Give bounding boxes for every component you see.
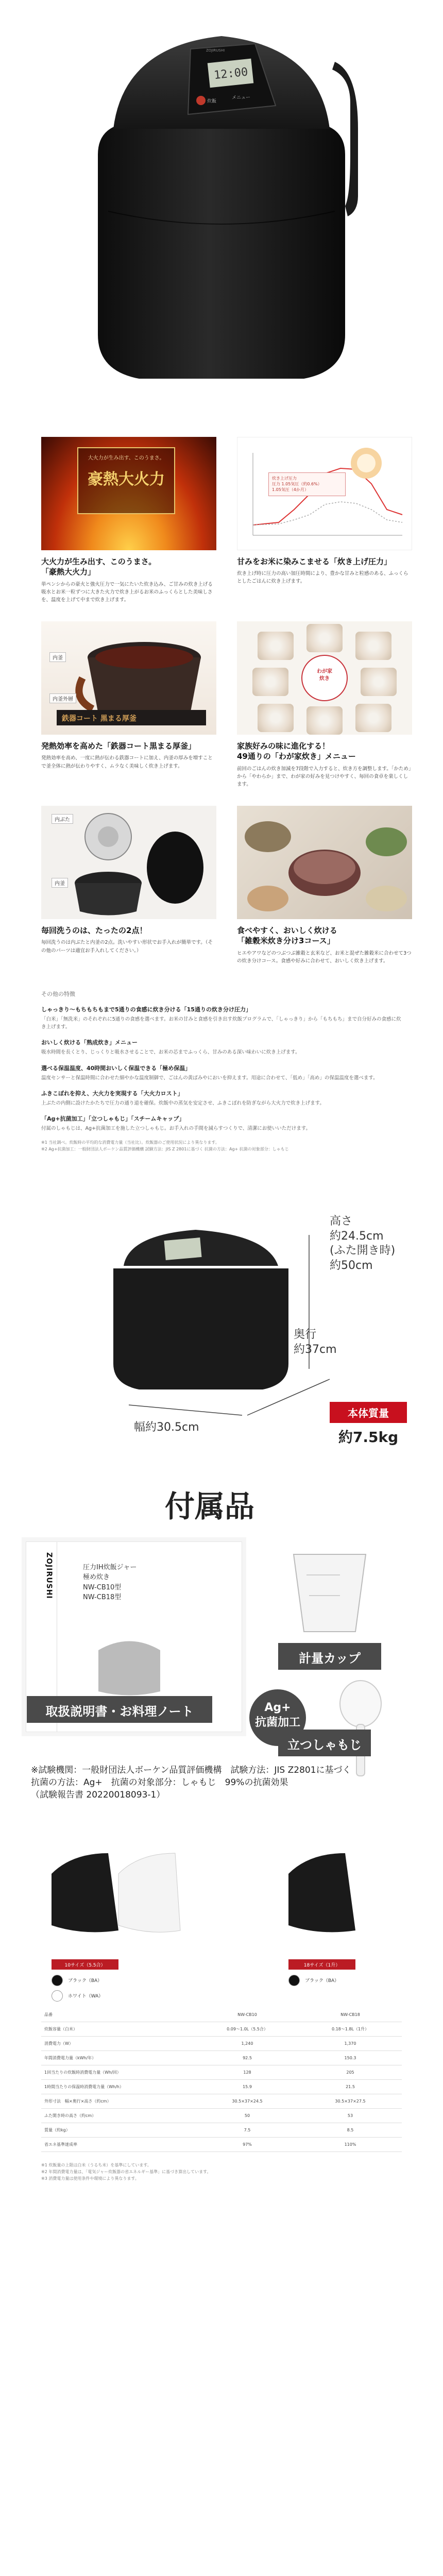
spec-cell: ふた開き時の高さ（約cm） [41, 2109, 196, 2123]
accessories-section [0, 1462, 443, 1833]
table-row [41, 2123, 402, 2138]
table-row [41, 2022, 402, 2037]
spec-cell: 21.5 [299, 2080, 402, 2094]
menu-grid-image [237, 621, 412, 735]
inner-lid-label: 内ぶた [52, 814, 73, 824]
panel-label-cook: 炊飯 [207, 99, 217, 104]
spec-cell: 0.09〜1.0L（5.5合） [196, 2022, 299, 2037]
spec-cell: 30.5×37×27.5 [299, 2094, 402, 2109]
note-item [41, 1089, 402, 1107]
rice-bowl-image [306, 706, 343, 735]
pressure-graph-image [237, 437, 412, 550]
table-row [41, 2080, 402, 2094]
note-title: おいしく炊ける「熟成炊き」メニュー [41, 1039, 138, 1046]
table-row [41, 2138, 402, 2152]
manual-tag: 取扱説明書・お料理ノート [27, 1696, 212, 1723]
spec-notes: ※1 炊飯量の上限は白米（うるち米）を基準にしています。 ※2 年間消費電力量は、「電気ジャー炊飯器の省エネルギー基準」に基づき算出しています。 ※3 消費電力量は使用条件や環境により異なります。 [41, 2163, 211, 2181]
spec-cell: 品番 [41, 2008, 196, 2022]
spec-cell: 外形寸法 幅×奥行×高さ（約cm） [41, 2094, 196, 2109]
notes-heading: その他の特徴 [41, 991, 75, 997]
note-title: 「Ag+抗菌加工」「立つしゃもじ」「スチームキャップ」 [41, 1115, 185, 1122]
fire-image [41, 437, 216, 550]
inner-pot-image [41, 621, 216, 735]
swatch-black [52, 1975, 102, 1986]
spec-cell: 年間消費電力量（kWh/年） [41, 2051, 196, 2065]
feature-grains [237, 806, 412, 965]
feature-body: 発熱効率を高め、一度に熱が伝わる鉄器コートに加え、内釜の厚みを増すことで釜全体に熱が伝わりやすく、ムラなく美味しく炊き上げます。 [41, 755, 213, 769]
weight-label: 本体質量 [330, 1402, 407, 1423]
parts-image [41, 806, 216, 919]
measuring-cup-tag: 計量カップ [278, 1643, 381, 1670]
note-body: 上ぶたの内側に設けたかたちで圧力の通り道を確保。炊飯中の蒸気を安定させ、ふきこぼれを防ぎながら大火力で炊き上げます。 [41, 1100, 325, 1106]
rice-bowl-image [258, 632, 294, 660]
spec-cell: 53 [299, 2109, 402, 2123]
spec-cell: 205 [299, 2065, 402, 2080]
feature-title: 甘みをお米に染みこませる「炊き上げ圧力」 [237, 557, 392, 566]
depth-dimension: 奥行 約37cm [294, 1328, 337, 1356]
swatch-black-18 [288, 1975, 339, 1986]
accessories-title: 付属品 [165, 1488, 255, 1524]
feature-grid [0, 412, 443, 965]
swatch-label: ブラック（BA） [305, 1978, 339, 1984]
table-row [41, 2109, 402, 2123]
accessories-note: ※試験機関：一般財団法人ボーケン品質評価機構 試験方法：JIS Z2801に基づく 抗菌の方法：Ag+ 抗菌の対象部分：しゃもじ 99%の抗菌効果 （試験報告書 20220018093-1） [31, 1765, 351, 1800]
rice-bowl-image [306, 624, 343, 652]
width-dimension: 幅約30.5cm [134, 1420, 199, 1434]
spec-cell: 省エネ基準達成率 [41, 2138, 196, 2152]
color-swatch [52, 1975, 63, 1986]
spec-cell: 1時間当たりの保温時消費電力量（Wh/h） [41, 2080, 196, 2094]
menu-center-badge: わが家 炊き [301, 655, 348, 701]
feature-body: 毎回洗うのは内ぶたと内釜の2点。洗いやすい形状でお手入れが簡単です。（その他のパーツは適宜お手入れしてください。） [41, 940, 213, 954]
spec-cell: 128 [196, 2065, 299, 2080]
feature-pressure [237, 437, 412, 604]
spec-cell: 15.9 [196, 2080, 299, 2094]
table-row [41, 2037, 402, 2051]
weight-value: 約7.5kg [338, 1428, 399, 1446]
rice-bowl-image [355, 704, 391, 732]
color-variants [0, 1833, 443, 2008]
note-title: ふきこぼれを抑え、大火力を実現する「大火力ロスト」 [41, 1090, 183, 1097]
feature-title: 食べやすく、おいしく炊ける 「雑穀米炊き分け3コース」 [237, 926, 337, 946]
fire-overlay-title: 豪熱大火力 [88, 470, 165, 488]
feature-fire [41, 437, 216, 604]
height-dimension: 高さ 約24.5cm (ふた開き時) 約50cm [330, 1214, 396, 1272]
note-body: 温度センサーと保温時間に合わせた細やかな温度制御で、ごはんの黄ばみやにおいを抑えます。用途に合わせて、「低め」「高め」の保温温度を選べます。 [41, 1075, 378, 1081]
spec-cell: 97% [196, 2138, 299, 2152]
note-body: 「白米」「無洗米」のそれぞれに5通りの食感を選べます。お米の甘みと食感を引き出す炊飯プログラムで、「しゃっきり」から「もちもち」まで自分好みの食感に炊き上げます。 [41, 1016, 401, 1030]
rice-bowl-image [355, 632, 391, 660]
feature-title: 家族好みの味に進化する！ 49通りの「わが家炊き」メニュー [237, 741, 356, 761]
spec-cell: 炊飯容量（白米） [41, 2022, 196, 2037]
spec-cell: 質量（約kg） [41, 2123, 196, 2138]
feature-body: 炊き上げ時に圧力の高い加圧時間により、豊かな甘みと粒感のある、ふっくらとしたごはんに炊き上げます。 [237, 571, 408, 585]
color-variants-image [0, 1838, 443, 1961]
rice-bowl-image [258, 704, 294, 732]
note-item [41, 1114, 402, 1132]
table-row [41, 2065, 402, 2080]
spec-cell: 8.5 [299, 2123, 402, 2138]
manual-brand: ZOJIRUSHI [45, 1552, 53, 1599]
dimensions-section [0, 1173, 443, 1462]
spec-cell: NW-CB18 [299, 2008, 402, 2022]
panel-label-menu: メニュー [232, 95, 251, 100]
bottom-spacer [0, 2182, 443, 2203]
feature-title: 発熱効率を高めた「鉄器コート黒まる厚釜」 [41, 741, 196, 751]
table-row [41, 2051, 402, 2065]
spec-cell: 1,370 [299, 2037, 402, 2051]
rice-cooker-image [77, 0, 366, 392]
spec-cell: 1回当たりの炊飯時消費電力量（Wh/回） [41, 2065, 196, 2080]
spec-cell: 30.5×37×24.5 [196, 2094, 299, 2109]
spec-cell: NW-CB10 [196, 2008, 299, 2022]
meal-image [237, 806, 412, 919]
size-tag-10: 10サイズ（5.5合） [52, 1959, 118, 1970]
svg-text:12:00: 12:00 [213, 65, 249, 82]
spec-cell: 消費電力（W） [41, 2037, 196, 2051]
spec-cell: 110% [299, 2138, 402, 2152]
table-row [41, 2008, 402, 2022]
rice-bowl-image [252, 668, 288, 696]
meal-illustration [237, 806, 412, 919]
rice-bowl-image [361, 668, 397, 696]
swatch-white [52, 1990, 103, 2002]
spec-table [41, 2008, 402, 2153]
pressure-bubble: 炊き上げ圧力 圧力 1.05気圧（約0.6%） 1.05気圧（4か月） [268, 472, 346, 496]
measuring-cup-icon [278, 1544, 381, 1637]
hero-brand: ZOJIRUSHI [206, 48, 225, 53]
note-item [41, 1038, 402, 1056]
spec-cell: 1,240 [196, 2037, 299, 2051]
spec-cell: 150.3 [299, 2051, 402, 2065]
footnotes: ※1 当社調べ。炊飯時の平均的な消費電力量（当社比）。炊飯器のご使用状況により異なります。 ※2 Ag+抗菌加工：一般財団法人ボーケン品質評価機構 試験方法：JIS Z 2801に基づく 抗菌の方法：Ag+ 抗菌の対象部分：しゃもじ [41, 1140, 289, 1151]
feature-body: 前回のごはんの炊き加減を7段階で入力すると、炊き方を調整します。「かため」から「やわらか」まで、わが家の好みを見つけやすく、毎回の食卓を楽しくします。 [237, 766, 411, 787]
manual-cooker-icon [88, 1630, 171, 1702]
feature-title: 大火力が生み出す、このうまさ。 「豪熱大火力」 [41, 557, 157, 577]
swatch-label: ホワイト（WA） [68, 1994, 104, 1999]
size-tag-18: 18サイズ（1升） [288, 1959, 355, 1970]
swatch-label: ブラック（BA） [68, 1978, 103, 1984]
outer-layer-label: 内釜外層 [49, 693, 76, 703]
color-swatch [52, 1990, 63, 2002]
spec-cell: 50 [196, 2109, 299, 2123]
spec-cell: 92.5 [196, 2051, 299, 2065]
spec-cell: 7.5 [196, 2123, 299, 2138]
note-body: 吸水時間を長くとり、じっくりと吸水させることで、お米の芯までふっくら、甘みのある深い味わいに炊き上げます。 [41, 1049, 300, 1056]
weight-box [330, 1402, 407, 1447]
other-features [0, 965, 443, 1163]
feature-cleaning [41, 806, 216, 965]
rice-paddle-tag: 立つしゃもじ [278, 1730, 371, 1756]
pot-band: 鉄器コート 黒まる厚釜 [57, 710, 206, 725]
feature-pot [41, 621, 216, 788]
feature-title: 毎回洗うのは、たったの2点！ [41, 926, 147, 936]
inner-pot-label: 内釜 [49, 652, 66, 662]
note-body: 付属のしゃもじは、Ag+抗菌加工を施した立つしゃもじ。お手入れの手間を減らすつくりで、清潔にお使いいただけます。 [41, 1125, 311, 1131]
table-row [41, 2094, 402, 2109]
feature-menu [237, 621, 412, 788]
feature-body: 単ペンシからの豪火と強火圧力で一気にたいた炊き込み、ご甘みの炊き上げる吸水とお米一粒ずつに大きた火力で炊き上がるお米のふっくらとした美味しさを、温度を上げて中まで炊き上げます。 [41, 581, 213, 603]
manual-cover-text: 圧力IH炊飯ジャー 極め炊き NW-CB10型 NW-CB18型 [83, 1563, 137, 1602]
fire-overlay [77, 447, 175, 514]
hero-section [0, 0, 443, 412]
note-item [41, 1064, 402, 1082]
inner-pot-label: 内釜 [52, 878, 68, 888]
note-title: 選べる保温温度、40時間おいしく保温できる「極め保温」 [41, 1064, 191, 1072]
feature-body: ヒエやアワなどのつぶつぶ雑穀と玄米など、お米と混ぜた雑穀米に合わせて3つの炊き分けコース。食感や好みに合わせて、おいしく炊き上げます。 [237, 950, 412, 964]
note-title: しゃっきり〜もちもちもまで5通りの食感に炊き分ける「15通りの炊き分け圧力」 [41, 1006, 251, 1013]
color-swatch [288, 1975, 300, 1986]
spec-cell: 0.18〜1.8L（1升） [299, 2022, 402, 2037]
fire-overlay-sub: 大火力が生み出す、このうまさ。 [88, 455, 165, 461]
note-item [41, 1005, 402, 1031]
ag-antibacterial-badge: Ag+ 抗菌加工 [249, 1689, 306, 1746]
